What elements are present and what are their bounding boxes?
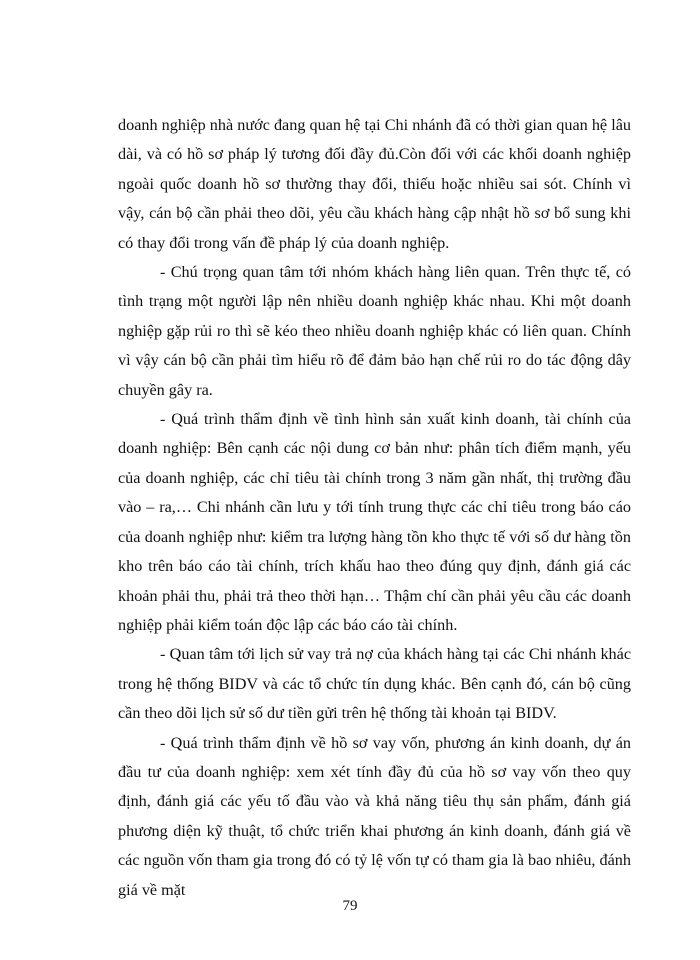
paragraph-financial-appraisal: - Quá trình thẩm định về tình hình sản xuất kinh doanh, tài chính của doanh nghiệp: Bên cạnh các nội dung cơ bản như: phân tích điểm mạnh, yếu của doanh nghiệp, các chỉ tiêu tài chính trong 3 năm gần nhất, thị trường đầu vào – ra,… Chi nhánh cần lưu y tới tính trung thực các chỉ tiêu trong báo cáo của doanh nghiệp như: kiểm tra lượng hàng tồn kho thực tế với số dư hàng tồn kho trên báo cáo tài chính, trích khấu hao theo đúng quy định, đánh giá các khoản phải thu, phải trả theo thời hạn… Thậm chí cần phải yêu cầu các doanh nghiệp phải kiểm toán độc lập các báo cáo tài chính. [118, 410, 631, 634]
paragraph-credit-history: - Quan tâm tới lịch sử vay trả nợ của khách hàng tại các Chi nhánh khác trong hệ thống BIDV và các tổ chức tín dụng khác. Bên cạnh đó, cán bộ cũng cần theo dõi lịch sử số dư tiền gửi trên hệ thống tài khoản tại BIDV. [118, 645, 631, 723]
page-number: 79 [342, 898, 358, 914]
paragraph-loan-appraisal: - Quá trình thẩm định về hồ sơ vay vốn, phương án kinh doanh, dự án đầu tư của doanh nghiệp: xem xét tính đầy đủ của hồ sơ vay vốn theo quy định, đánh giá các yếu tố đầu vào và khả năng tiêu thụ sản phẩm, đánh giá phương diện kỹ thuật, tổ chức triển khai phương án kinh doanh, đánh giá về các nguồn vốn tham gia trong đó có tỷ lệ vốn tự có tham gia là bao nhiêu, đánh giá về mặt [118, 733, 631, 899]
paragraph-related-customers: - Chú trọng quan tâm tới nhóm khách hàng liên quan. Trên thực tế, có tình trạng một người lập nên nhiều doanh nghiệp khác nhau. Khi một doanh nghiệp gặp rủi ro thì sẽ kéo theo nhiều doanh nghiệp khác có liên quan. Chính vì vậy cán bộ cần phải tìm hiểu rõ để đảm bảo hạn chế rủi ro do tác động dây chuyền gây ra. [118, 263, 631, 399]
paragraph-continuation: doanh nghiệp nhà nước đang quan hệ tại Chi nhánh đã có thời gian quan hệ lâu dài, và có hồ sơ pháp lý tương đối đầy đủ.Còn đối với các khối doanh nghiệp ngoài quốc doanh hồ sơ thường thay đổi, thiếu hoặc nhiều sai sót. Chính vì vậy, cán bộ cần phải theo dõi, yêu cầu khách hàng cập nhật hồ sơ bổ sung khi có thay đổi trong vấn đề pháp lý của doanh nghiệp. [118, 116, 631, 252]
page-body [118, 111, 631, 905]
